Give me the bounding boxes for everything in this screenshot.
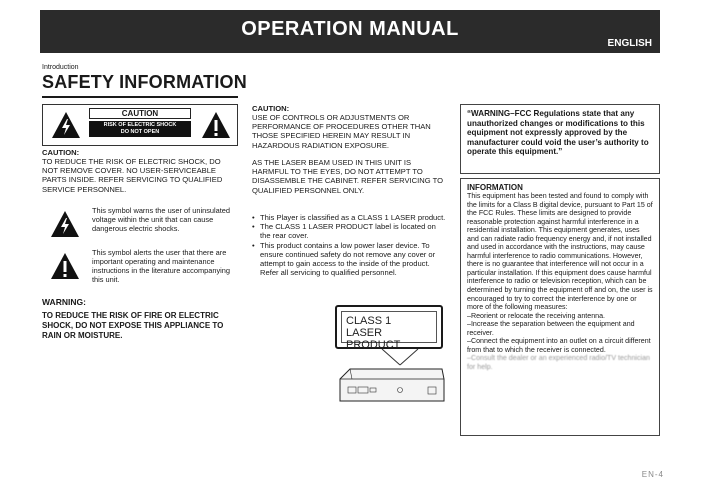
title-rule — [42, 96, 238, 98]
player-rear-illustration — [338, 365, 446, 405]
information-heading: INFORMATION — [467, 183, 523, 192]
measure-item: –Connect the equipment into an outlet on a circuit different from that to which the receiver is connected. — [467, 337, 651, 354]
class1-laser-label — [335, 305, 443, 349]
manual-title: OPERATION MANUAL — [241, 18, 459, 40]
information-box — [460, 178, 660, 436]
measure-item: –Increase the separation between the equipment and receiver. — [467, 320, 635, 337]
warning-heading: WARNING: — [42, 297, 86, 307]
manual-header — [40, 10, 660, 53]
middle-caution-heading: CAUTION: — [252, 104, 290, 113]
section-title: SAFETY INFORMATION — [42, 72, 247, 92]
lightning-warning-icon — [51, 111, 81, 139]
list-item: • This Player is classified as a CLASS 1 LASER product. — [252, 213, 448, 222]
exclamation-symbol-text: This symbol alerts the user that there are important operating and maintenance instructions in the literature accompanying this unit. — [92, 248, 231, 284]
information-text: This equipment has been tested and found to comply with the limits for a Class B digital device, pursuant to Part 15 of the FCC Rules. These limits are designed to provide reasonable protection against harmful interference in a residential installation. This equipment generates, uses and can radiate radio frequency energy and, if not installed and used in accordance with the instructions, may cause harmful interference to radio communications. However, there is no guarantee that interference will not occur in a particular installation. If this equipment does cause harmful interference to radio or television reception, which can be determined by turning the equipment off and on, the user is encouraged to try to correct the interference by one or more of the following measures: — [467, 192, 653, 312]
middle-caution-para-2: AS THE LASER BEAM USED IN THIS UNIT IS HARMFUL TO THE EYES, DO NOT ATTEMPT TO DISASSEMBLE THE CABINET. REFER SERVICING TO QUALIFIED PERSONNEL ONLY. — [252, 158, 444, 195]
caution-label-box — [42, 104, 238, 146]
lightning-symbol-text: This symbol warns the user of uninsulated voltage within the unit that can cause dangerous electric shocks. — [92, 206, 231, 233]
exclamation-warning-icon — [201, 111, 231, 139]
fcc-warning-box: “WARNING–FCC Regulations state that any unauthorized changes or modifications to this equipment not expressly approved by the manufacturer could void the user’s authority to operate this equipment.” — [460, 104, 660, 174]
warning-text: TO REDUCE THE RISK OF FIRE OR ELECTRIC SHOCK, DO NOT EXPOSE THIS APPLIANCE TO RAIN OR MOISTURE. — [42, 311, 224, 340]
middle-caution-para-1: USE OF CONTROLS OR ADJUSTMENTS OR PERFORMANCE OF PROCEDURES OTHER THAN THOSE SPECIFIED HEREIN MAY RESULT IN HAZARDOUS RADIATION EXPOSURE. — [252, 113, 431, 150]
left-caution-heading: CAUTION: — [42, 148, 80, 157]
measure-item: –Reorient or relocate the receiving antenna. — [467, 311, 606, 320]
caution-shock-notice — [89, 121, 191, 137]
list-item: • This product contains a low power laser device. To ensure continued safety do not remove any cover or attempt to gain access to the inside of the product. Refer all servicing to qualified personnel. — [252, 241, 448, 278]
page-number: EN-4 — [641, 470, 664, 479]
left-caution-text: TO REDUCE THE RISK OF ELECTRIC SHOCK, DO NOT REMOVE COVER. NO USER-SERVICEABLE PARTS INSIDE. REFER SERVICING TO QUALIFIED SERVICE PERSONNEL. — [42, 157, 223, 194]
caution-line-2: DO NOT OPEN — [120, 129, 160, 135]
lightning-symbol-icon — [50, 210, 80, 238]
list-item: • The CLASS 1 LASER PRODUCT label is located on the rear cover. — [252, 222, 448, 240]
laser-label-line-2: LASER PRODUCT — [346, 327, 401, 351]
laser-bullet-list — [252, 213, 448, 277]
exclamation-symbol-row — [42, 248, 238, 288]
laser-label-inner — [341, 311, 437, 351]
caution-label: CAUTION — [89, 108, 191, 119]
exclamation-symbol-icon — [50, 252, 80, 280]
language-label: ENGLISH — [607, 38, 652, 49]
measure-item: –Consult the dealer or an experienced radio/TV technician for help. — [467, 354, 650, 371]
breadcrumb: Introduction — [42, 64, 79, 71]
caution-line-1: RISK OF ELECTRIC SHOCK — [103, 122, 177, 128]
lightning-symbol-row — [42, 206, 238, 242]
laser-label-line-1: CLASS 1 — [346, 315, 392, 327]
